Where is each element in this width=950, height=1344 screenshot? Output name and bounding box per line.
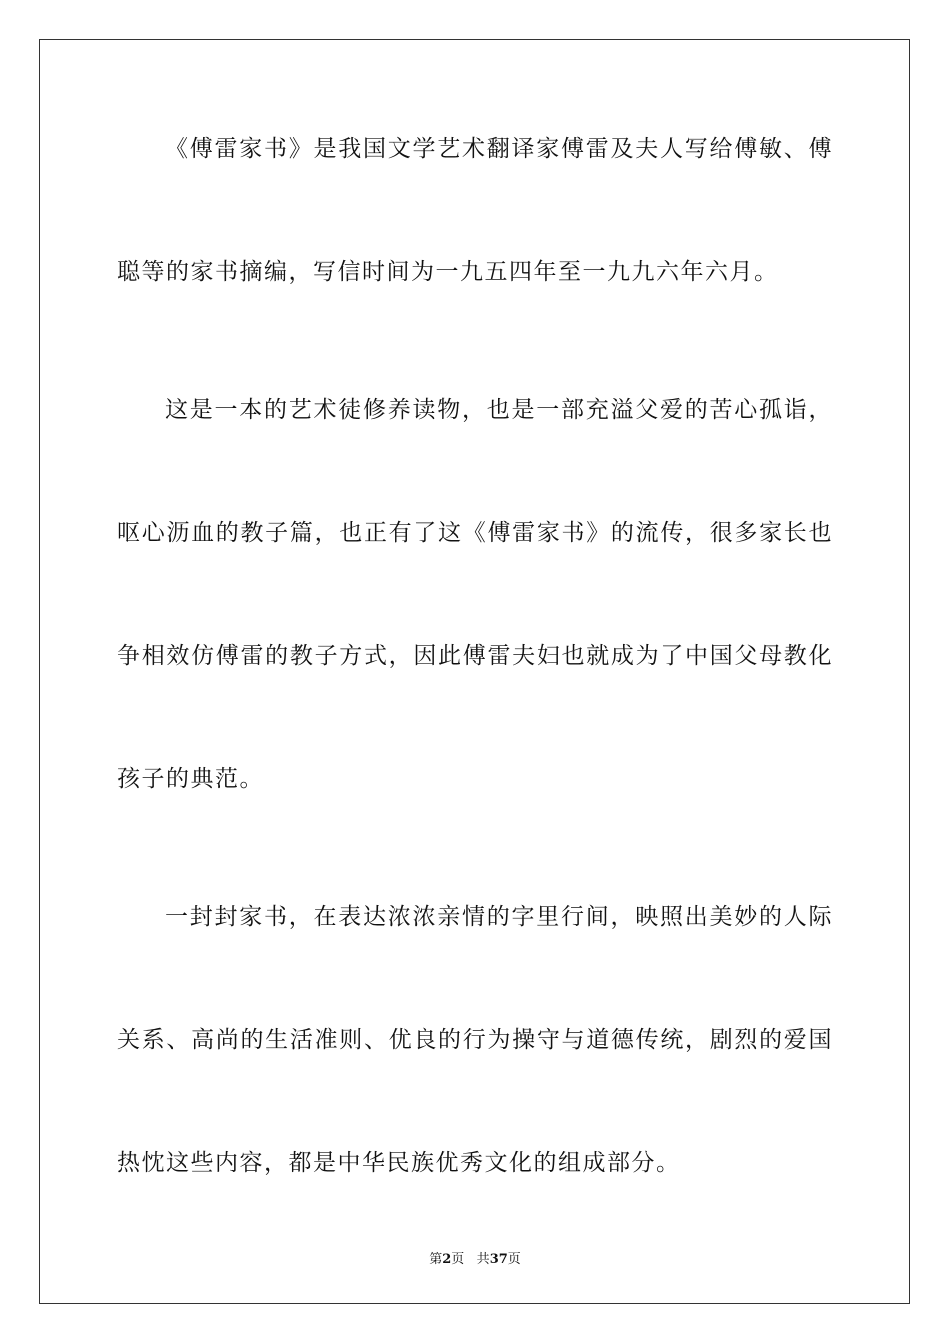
paragraph-3: 一封封家书，在表达浓浓亲情的字里行间，映照出美妙的人际关系、高尚的生活准则、优良的行为操守与道德传统，剧烈的爱国热忱这些内容，都是中华民族优秀文化的组成部分。: [117, 904, 833, 1176]
document-body: [117, 124, 833, 1276]
paragraph-1: 《傅雷家书》是我国文学艺术翻译家傅雷及夫人写给傅敏、傅聪等的家书摘编，写信时间为一九五四年至一九九六年六月。: [117, 136, 833, 285]
page-footer: [0, 1248, 950, 1267]
total-prefix: 共: [476, 1252, 490, 1267]
page-number: 2: [442, 1252, 452, 1267]
page-prefix: 第: [429, 1252, 443, 1267]
page-suffix: 页: [451, 1252, 465, 1267]
paragraph-2: 这是一本的艺术徒修养读物，也是一部充溢父爱的苦心孤诣，呕心沥血的教子篇，也正有了这《傅雷家书》的流传，很多家长也争相效仿傅雷的教子方式，因此傅雷夫妇也就成为了中国父母教化孩子的典范。: [117, 397, 833, 792]
total-suffix: 页: [507, 1252, 521, 1267]
total-pages: 37: [489, 1252, 508, 1267]
